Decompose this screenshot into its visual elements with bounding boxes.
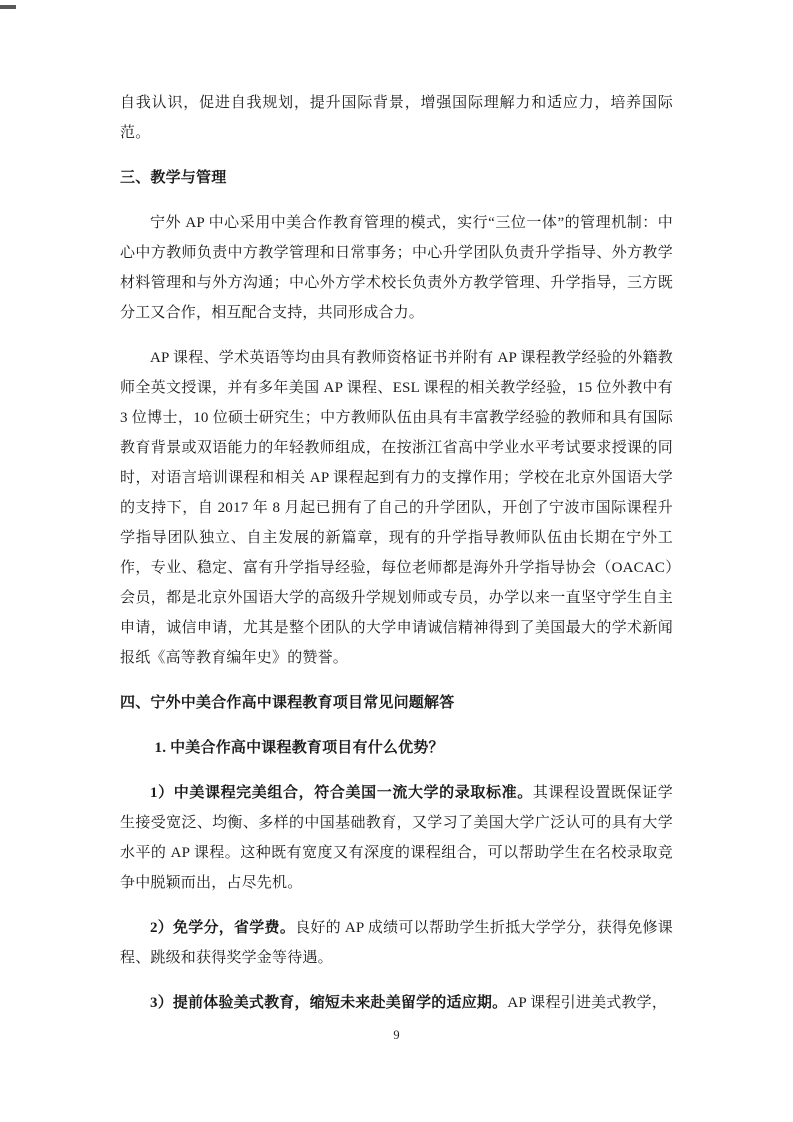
faq-answer-3-body: AP 课程引进美式教学，: [507, 995, 668, 1011]
faq-question-1: 1. 中美合作高中课程教育项目有什么优势？: [154, 740, 444, 756]
page-content: [120, 88, 673, 1033]
paragraph-management-model: 宁外 AP 中心采用中美合作教育管理的模式，实行“三位一体”的管理机制：中心中方教师负责中方教学管理和日常事务；中心升学团队负责升学指导、外方教学材料管理和与外方沟通；中心外方学术校长负责外方教学管理、升学指导，三方既分工又合作，相互配合支持，共同形成合力。: [120, 215, 673, 321]
faq-answer-1-lead: 1）中美课程完美组合，符合美国一流大学的录取标准。: [150, 785, 533, 801]
faq-answer-3-lead: 3）提前体验美式教育，缩短未来赴美留学的适应期。: [150, 995, 508, 1011]
scan-artifact-mark: [0, 5, 16, 9]
section-heading-teaching-management: 三、教学与管理: [120, 170, 227, 186]
paragraph-continuation: 自我认识，促进自我规划，提升国际背景，增强国际理解力和适应力，培养国际范。: [120, 95, 673, 141]
faq-answer-2-lead: 2）免学分，省学费。: [150, 920, 296, 936]
faq-answer-1: [120, 778, 673, 898]
faq-answer-1-body: 其课程设置既保证学生接受宽泛、均衡、多样的中国基础教育，又学习了美国大学广泛认可的具有大学水平的 AP 课程。这种既有宽度又有深度的课程组合，可以帮助学生在名校录取竞争中脱颖而出，占尽先机。: [120, 785, 673, 891]
section-heading-faq: 四、宁外中美合作高中课程教育项目常见问题解答: [120, 695, 455, 711]
paragraph-teachers-team: AP 课程、学术英语等均由具有教师资格证书并附有 AP 课程教学经验的外籍教师全英文授课，并有多年美国 AP 课程、ESL 课程的相关教学经验，15 位外教中有 3 位博士，10 位硕士研究生；中方教师队伍由具有丰富教学经验的教师和具有国际教育背景或双语能力的年轻教师组成，在按浙江省高中学业水平考试要求授课的同时，对语言培训课程和相关 AP 课程起到有力的支撑作用；学校在北京外国语大学的支持下，自 2017 年 8 月起已拥有了自己的升学团队，开创了宁波市国际课程升学指导团队独立、自主发展的新篇章，现有的升学指导教师队伍由长期在宁外工作，专业、稳定、富有升学指导经验，每位老师都是海外升学指导协会（OACAC）会员，都是北京外国语大学的高级升学规划师或专员，办学以来一直坚守学生自主申请，诚信申请，尤其是整个团队的大学申请诚信精神得到了美国最大的学术新闻报纸《高等教育编年史》的赞誉。: [120, 350, 673, 666]
faq-answer-2-body: 良好的 AP 成绩可以帮助学生折抵大学学分，获得免修课程、跳级和获得奖学金等待遇。: [120, 920, 673, 966]
faq-answer-2: [120, 913, 673, 973]
faq-answer-3: [120, 988, 673, 1018]
page-number: 9: [393, 1028, 400, 1042]
